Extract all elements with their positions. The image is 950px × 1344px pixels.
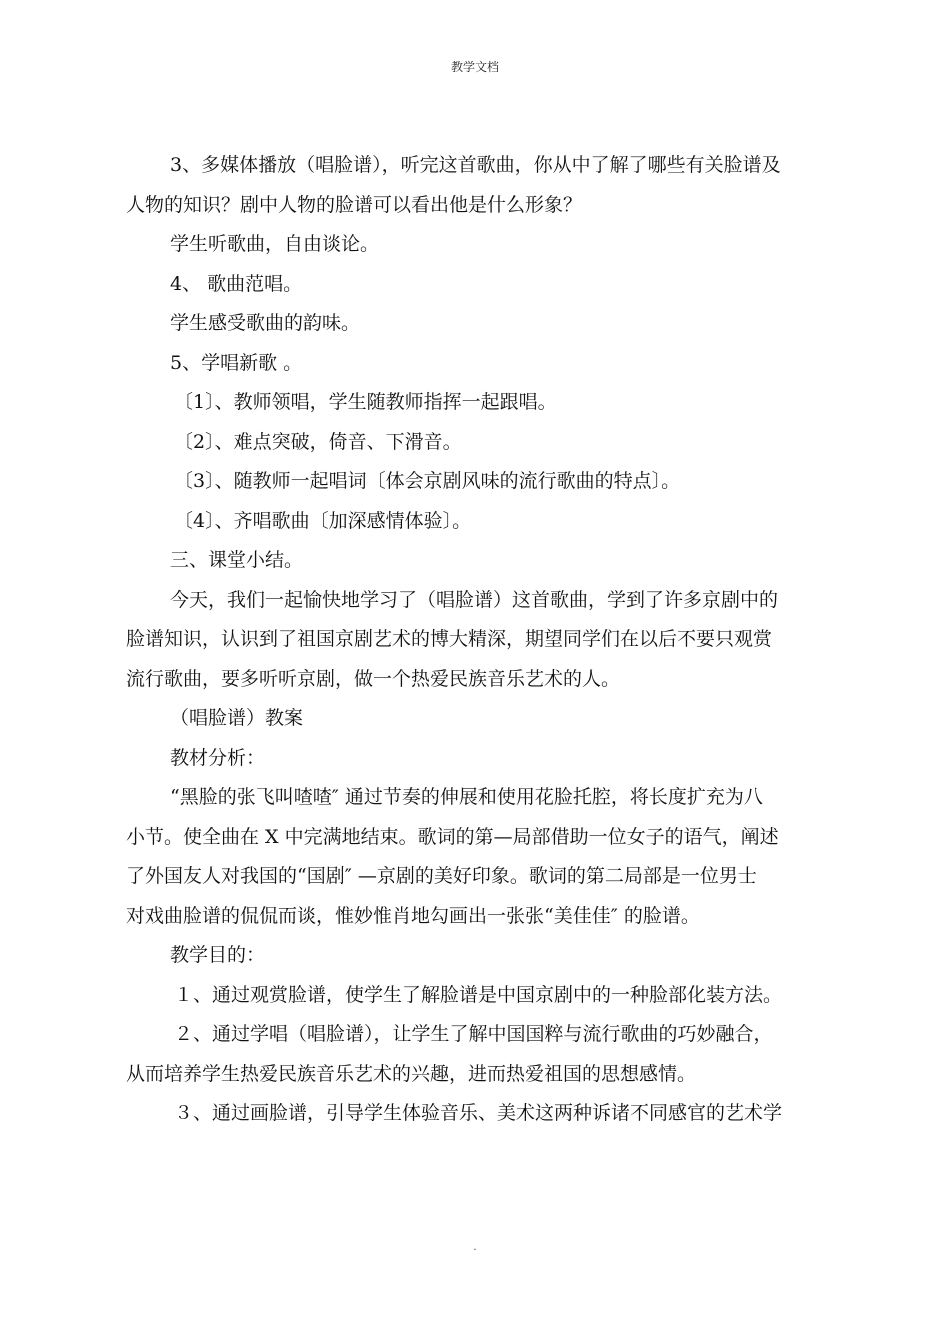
text-line: 教学目的： bbox=[170, 944, 266, 966]
paragraph bbox=[126, 581, 826, 700]
text-line: 5、学唱新歌 。 bbox=[170, 351, 303, 374]
paragraph bbox=[126, 462, 826, 502]
paragraph bbox=[126, 423, 826, 463]
text-line: 〔2〕、难点突破，倚音、下滑音。 bbox=[174, 430, 462, 453]
section-heading bbox=[126, 739, 826, 779]
text-line: ２、通过学唱（唱脸谱），让学生了解中国国粹与流行歌曲的巧妙融合， bbox=[174, 1023, 773, 1045]
paragraph bbox=[126, 976, 826, 1016]
text-line: 3、多媒体播放（唱脸谱），听完这首歌曲，你从中了解了哪些有关脸谱及 bbox=[170, 154, 781, 176]
section-heading bbox=[126, 699, 826, 739]
text-line: ３、通过画脸谱，引导学生体验音乐、美术这两种诉诸不同感官的艺术学 bbox=[174, 1102, 783, 1124]
text-line: 〔3〕、随教师一起唱词〔体会京剧风味的流行歌曲的特点〕。 bbox=[174, 470, 681, 492]
paragraph bbox=[126, 344, 826, 384]
text-line: 了外国友人对我国的“国剧″ —京剧的美好印象。歌词的第二局部是一位男士 bbox=[126, 865, 757, 887]
paragraph bbox=[126, 304, 826, 344]
text-line: “黑脸的张飞叫喳喳″ 通过节奏的伸展和使用花脸托腔，将长度扩充为八 bbox=[170, 786, 763, 808]
text-line: 〔1〕、教师领唱，学生随教师指挥一起跟唱。 bbox=[174, 391, 557, 413]
text-line: 三、课堂小结。 bbox=[170, 549, 304, 571]
text-line: （唱脸谱）教案 bbox=[170, 707, 304, 729]
text-line: 流行歌曲，要多听听京剧，做一个热爱民族音乐艺术的人。 bbox=[126, 667, 621, 690]
text-line: 今天，我们一起愉快地学习了（唱脸谱）这首歌曲，学到了许多京剧中的 bbox=[170, 588, 779, 611]
page-header: 教学文档 bbox=[450, 60, 499, 74]
body-text bbox=[126, 146, 826, 1134]
paragraph bbox=[126, 778, 826, 936]
text-line: 脸谱知识，认识到了祖国京剧艺术的博大精深，期望同学们在以后不要只观赏 bbox=[126, 628, 773, 650]
text-line: 〔4〕、齐唱歌曲〔加深感情体验〕。 bbox=[174, 509, 472, 532]
text-line: １、通过观赏脸谱，使学生了解脸谱是中国京剧中的一种脸部化装方法。 bbox=[174, 983, 783, 1006]
text-line: 人物的知识？剧中人物的脸谱可以看出他是什么形象？ bbox=[126, 193, 583, 216]
paragraph bbox=[126, 146, 826, 225]
text-line: 从而培养学生热爱民族音乐艺术的兴趣，进而热爱祖国的思想感情。 bbox=[126, 1062, 697, 1085]
section-heading bbox=[126, 936, 826, 976]
paragraph bbox=[126, 225, 826, 265]
text-line: 对戏曲脸谱的侃侃而谈，惟妙惟肖地勾画出一张张“美佳佳″ 的脸谱。 bbox=[126, 904, 700, 927]
paragraph bbox=[126, 1015, 826, 1094]
text-line: 学生感受歌曲的韵味。 bbox=[170, 312, 361, 334]
section-heading bbox=[126, 541, 826, 581]
text-line: 教材分析： bbox=[170, 746, 266, 769]
text-line: 学生听歌曲，自由谈论。 bbox=[170, 233, 380, 255]
text-line: 4、 歌曲范唱。 bbox=[170, 272, 303, 295]
paragraph bbox=[126, 1094, 826, 1134]
paragraph bbox=[126, 265, 826, 305]
text-line: 小节。使全曲在 X 中完满地结束。歌词的第—局部借助一位女子的语气，阐述 bbox=[126, 825, 779, 848]
paragraph bbox=[126, 502, 826, 542]
page-footer-mark: . bbox=[473, 1242, 477, 1253]
paragraph bbox=[126, 383, 826, 423]
